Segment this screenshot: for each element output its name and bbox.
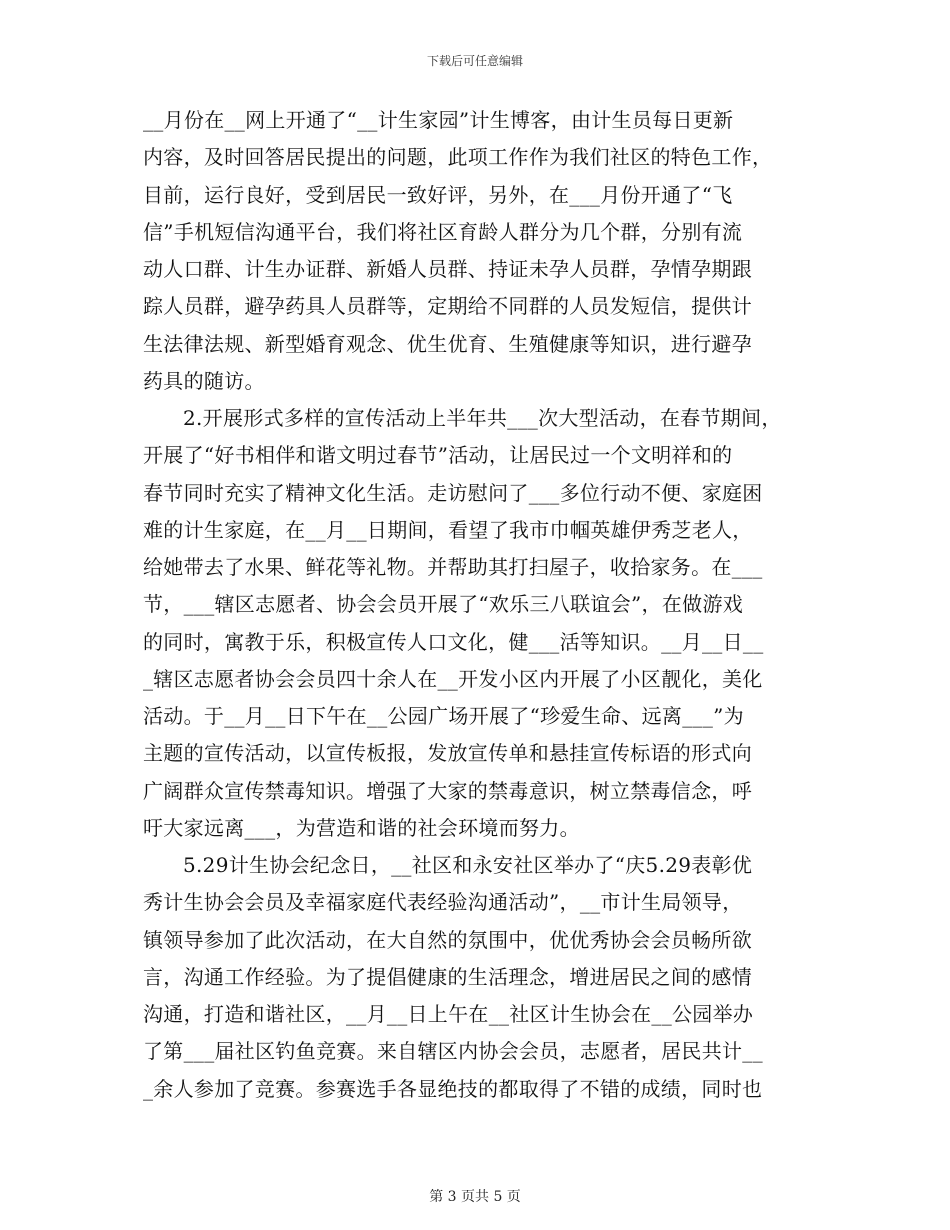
text-line: 了第___届社区钓鱼竞赛。来自辖区内协会会员，志愿者，居民共计__ <box>143 1039 763 1064</box>
text-line: __月份在__网上开通了“__计生家园”计生博客，由计生员每日更新 <box>143 108 734 132</box>
text-line: 活动。于__月__日下午在__公园广场开展了“珍爱生命、远离___”为 <box>143 704 744 728</box>
text-line: 言，沟通工作经验。为了提倡健康的生活理念，增进居民之间的感情 <box>143 964 752 989</box>
text-line: 镇领导参加了此次活动，在大自然的氛围中，优优秀协会会员畅所欲 <box>143 927 752 952</box>
text-line: 春节同时充实了精神文化生活。走访慰问了___多位行动不便、家庭困 <box>143 480 763 505</box>
page-footer: 第 3 页共 5 页 <box>429 1189 521 1205</box>
paragraph <box>143 847 823 1108</box>
text-line: 动人口群、计生办证群、新婚人员群、持证未孕人员群，孕情孕期跟 <box>143 257 752 281</box>
paragraph <box>143 400 823 847</box>
text-line: 5.29计生协会纪念日，__社区和永安社区举办了“庆5.29表彰优 <box>183 853 753 877</box>
text-line: 给她带去了水果、鲜花等礼物。并帮助其打扫屋子，收拾家务。在___ <box>143 555 763 579</box>
text-line: _辖区志愿者协会会员四十余人在__开发小区内开展了小区靓化，美化 <box>143 666 763 691</box>
text-line: 目前，运行良好，受到居民一致好评，另外，在___月份开通了“飞 <box>143 182 733 207</box>
page-header: 下载后可任意编辑 <box>426 54 523 68</box>
text-line: 难的计生家庭，在__月__日期间，看望了我市巾帼英雄伊秀芝老人， <box>143 517 753 542</box>
text-line: 主题的宣传活动，以宣传板报，发放宣传单和悬挂宣传标语的形式向 <box>143 741 752 766</box>
text-line: 广阔群众宣传禁毒知识。增强了大家的禁毒意识，树立禁毒信念，呼 <box>143 778 752 803</box>
text-line: 节，___辖区志愿者、协会会员开展了“欢乐三八联谊会”，在做游戏 <box>143 592 744 617</box>
text-line: 秀计生协会会员及幸福家庭代表经验沟通活动”，__市计生局领导， <box>143 890 743 915</box>
text-line: 沟通，打造和谐社区，__月__日上午在__社区计生协会在__公园举办 <box>143 1002 754 1026</box>
text-line: 信”手机短信沟通平台，我们将社区育龄人群分为几个群，分别有流 <box>143 219 743 244</box>
text-line: 内容，及时回答居民提出的问题，此项工作作为我们社区的特色工作， <box>143 145 773 170</box>
text-line: 生法律法规、新型婚育观念、优生优育、生殖健康等知识，进行避孕 <box>143 331 752 356</box>
text-line: 2.开展形式多样的宣传活动上半年共___次大型活动，在春节期间， <box>183 406 782 430</box>
text-line: 吁大家远离___，为营造和谐的社会环境而努力。 <box>143 815 580 840</box>
text-line: _余人参加了竞赛。参赛选手各显绝技的都取得了不错的成绩，同时也 <box>143 1076 763 1101</box>
paragraph <box>143 102 823 400</box>
document-body <box>143 102 823 1108</box>
text-line: 开展了“好书相伴和谐文明过春节”活动，让居民过一个文明祥和的 <box>143 443 733 468</box>
text-line: 踪人员群，避孕药具人员群等，定期给不同群的人员发短信，提供计 <box>143 294 752 319</box>
text-line: 药具的随访。 <box>143 368 265 393</box>
text-line: 的同时，寓教于乐，积极宣传人口文化，健___活等知识。__月__日__ <box>143 629 764 654</box>
